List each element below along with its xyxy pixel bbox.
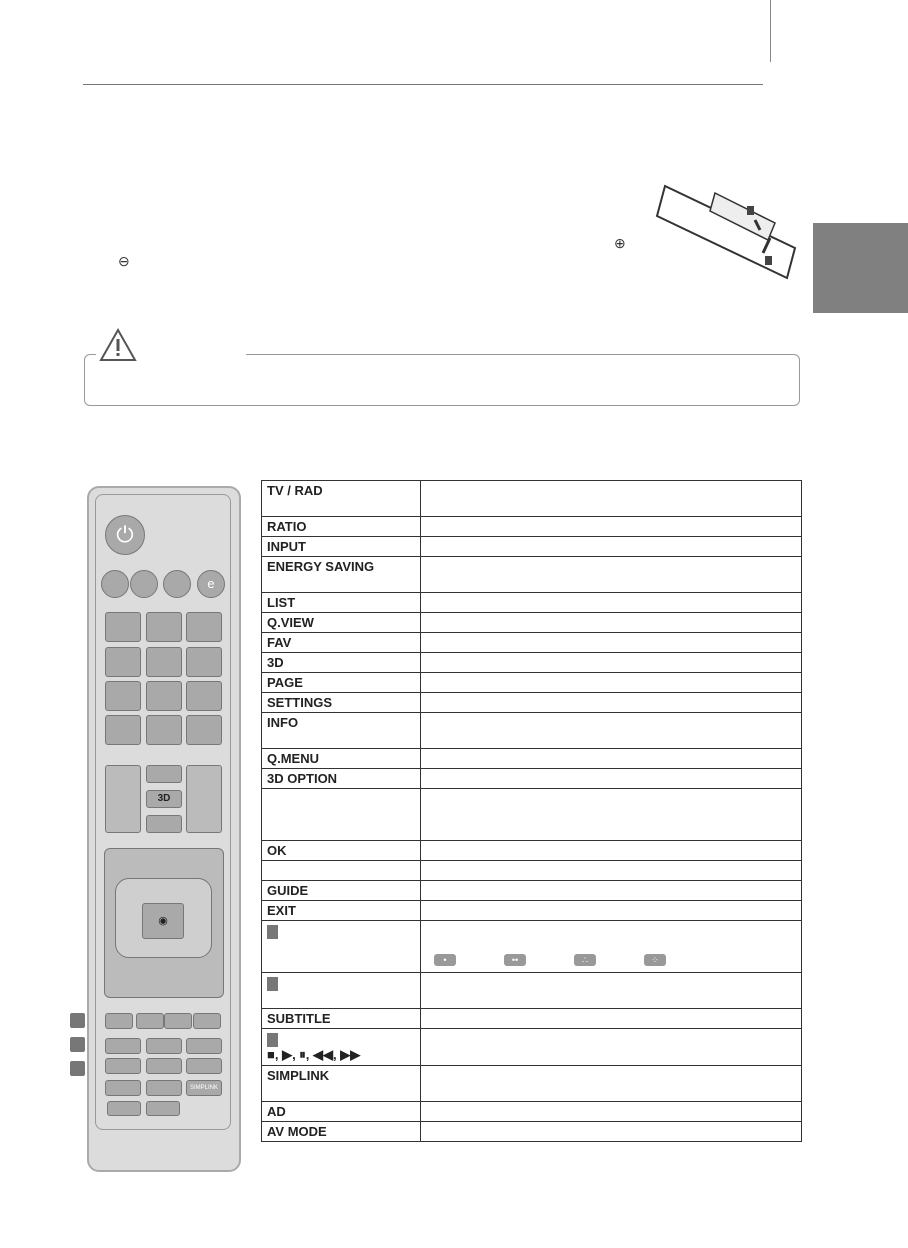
button-description	[421, 841, 802, 861]
button-description	[421, 593, 802, 613]
button-description	[421, 1029, 802, 1066]
color-buttons-marker	[267, 925, 278, 939]
button-description	[421, 613, 802, 633]
callout-marker	[70, 1061, 85, 1076]
button-label	[262, 769, 421, 789]
button-label-text: SETTINGS	[267, 695, 333, 710]
fav-button	[146, 765, 182, 783]
button-label	[262, 537, 421, 557]
button-description	[421, 713, 802, 749]
button-label	[262, 653, 421, 673]
3d-button: 3D	[146, 790, 182, 808]
number-button	[105, 612, 141, 642]
number-button	[186, 681, 222, 711]
button-description	[421, 921, 802, 973]
simplink-button: SIMPLINK	[186, 1080, 222, 1096]
green-button	[136, 1013, 164, 1029]
minus-terminal-icon: ⊖	[118, 253, 130, 269]
caution-box	[84, 354, 800, 406]
table-row	[262, 673, 802, 693]
button-description	[421, 653, 802, 673]
table-row	[262, 789, 802, 841]
color-swatch: ⁘	[644, 954, 666, 966]
number-button	[186, 647, 222, 677]
table-row	[262, 613, 802, 633]
number-button	[105, 681, 141, 711]
table-row	[262, 1121, 802, 1141]
button-label	[262, 789, 421, 841]
button-description	[421, 901, 802, 921]
t-opt-button	[146, 1038, 182, 1054]
table-row	[262, 749, 802, 769]
button-label	[262, 481, 421, 517]
control-buttons-marker	[267, 1033, 278, 1047]
button-label	[262, 861, 421, 881]
table-row	[262, 633, 802, 653]
play-button	[146, 1058, 182, 1074]
button-label	[262, 693, 421, 713]
battery-cover-illustration	[655, 178, 805, 288]
tv-radio-button	[101, 570, 129, 598]
number-button	[146, 647, 182, 677]
table-row	[262, 537, 802, 557]
button-label	[262, 1121, 421, 1141]
color-swatch: •	[434, 954, 456, 966]
ok-button: ◉	[142, 903, 184, 939]
volume-rocker	[105, 765, 141, 833]
button-label	[262, 749, 421, 769]
button-label-text: Q.VIEW	[267, 615, 314, 630]
button-label	[262, 557, 421, 593]
button-label	[262, 1065, 421, 1101]
button-description	[421, 1101, 802, 1121]
table-row	[262, 713, 802, 749]
button-label-text: GUIDE	[267, 883, 309, 898]
teletext-marker	[267, 977, 278, 991]
button-description	[421, 481, 802, 517]
pause-button	[186, 1058, 222, 1074]
table-row	[262, 693, 802, 713]
button-label-text: AV MODE	[267, 1123, 327, 1139]
button-description	[421, 557, 802, 593]
button-description	[421, 749, 802, 769]
table-row	[262, 861, 802, 881]
button-label-text: OK	[267, 843, 287, 858]
button-label-text: 3D	[267, 655, 284, 670]
table-row	[262, 1065, 802, 1101]
button-label-text: 3D OPTION	[267, 771, 338, 786]
button-label-text: SUBTITLE	[267, 1011, 331, 1026]
plus-terminal-icon: ⊕	[614, 235, 626, 251]
table-row	[262, 653, 802, 673]
qview-button	[186, 715, 222, 745]
button-description	[421, 861, 802, 881]
table-row	[262, 517, 802, 537]
warning-icon	[98, 327, 138, 363]
button-label-text: LIST	[267, 595, 296, 610]
table-row	[262, 921, 802, 973]
button-label	[262, 841, 421, 861]
callout-marker	[70, 1013, 85, 1028]
number-button	[146, 681, 182, 711]
channel-rocker	[186, 765, 222, 833]
yellow-button	[164, 1013, 192, 1029]
table-row	[262, 1009, 802, 1029]
button-description	[421, 973, 802, 1009]
ratio-button	[130, 570, 158, 598]
button-label	[262, 517, 421, 537]
table-row	[262, 593, 802, 613]
subtitle-button	[186, 1038, 222, 1054]
button-label-text: TV / RAD	[267, 483, 323, 498]
rewind-button	[105, 1080, 141, 1096]
button-description	[421, 673, 802, 693]
av-mode-button	[146, 1101, 180, 1116]
button-description	[421, 633, 802, 653]
button-label-text: INPUT	[267, 539, 306, 554]
list-button	[105, 715, 141, 745]
callout-marker	[70, 1037, 85, 1052]
table-row	[262, 481, 802, 517]
red-button	[105, 1013, 133, 1029]
chapter-tab	[813, 223, 908, 313]
button-description	[421, 1009, 802, 1029]
button-label-text: EXIT	[267, 903, 296, 918]
table-row	[262, 1101, 802, 1121]
button-label	[262, 1009, 421, 1029]
button-function-table	[261, 480, 802, 1142]
button-label	[262, 673, 421, 693]
top-edge-line	[770, 0, 771, 62]
color-swatch: ••	[504, 954, 526, 966]
stop-button	[105, 1058, 141, 1074]
button-label	[262, 881, 421, 901]
button-description	[421, 769, 802, 789]
forward-button	[146, 1080, 182, 1096]
button-label	[262, 713, 421, 749]
button-description	[421, 537, 802, 557]
ad-button	[107, 1101, 141, 1116]
input-button	[163, 570, 191, 598]
table-row	[262, 973, 802, 1009]
button-label	[262, 973, 421, 1009]
button-label-text: ■, ▶, ⏸, ◀◀, ▶▶	[267, 1046, 361, 1062]
button-label-text: INFO	[267, 715, 299, 730]
button-label	[262, 1101, 421, 1121]
table-row	[262, 769, 802, 789]
button-label-text: PAGE	[267, 675, 303, 690]
button-label	[262, 921, 421, 973]
number-button	[105, 647, 141, 677]
button-description	[421, 881, 802, 901]
button-label	[262, 633, 421, 653]
button-description	[421, 789, 802, 841]
button-label-text: ENERGY SAVING	[267, 559, 375, 574]
table-row	[262, 901, 802, 921]
number-button	[186, 612, 222, 642]
button-label-text: AD	[267, 1103, 286, 1119]
button-description	[421, 693, 802, 713]
button-label	[262, 901, 421, 921]
table-row	[262, 1029, 802, 1066]
mute-button	[146, 815, 182, 833]
button-label-text: SIMPLINK	[267, 1067, 330, 1083]
button-label-text: RATIO	[267, 519, 307, 534]
button-description	[421, 517, 802, 537]
button-label-text: Q.MENU	[267, 751, 319, 766]
blue-button	[193, 1013, 221, 1029]
table-row	[262, 841, 802, 861]
header-rule	[83, 84, 763, 85]
table-row	[262, 557, 802, 593]
button-description	[421, 1065, 802, 1101]
button-label	[262, 593, 421, 613]
color-swatch: ∴	[574, 954, 596, 966]
button-label-text: FAV	[267, 635, 292, 650]
number-button	[146, 715, 182, 745]
teletext-button	[105, 1038, 141, 1054]
button-description	[421, 1121, 802, 1141]
button-label	[262, 613, 421, 633]
power-button: ⏻	[105, 515, 145, 555]
table-row	[262, 881, 802, 901]
energy-saving-button: e	[197, 570, 225, 598]
number-button	[146, 612, 182, 642]
button-label	[262, 1029, 421, 1066]
